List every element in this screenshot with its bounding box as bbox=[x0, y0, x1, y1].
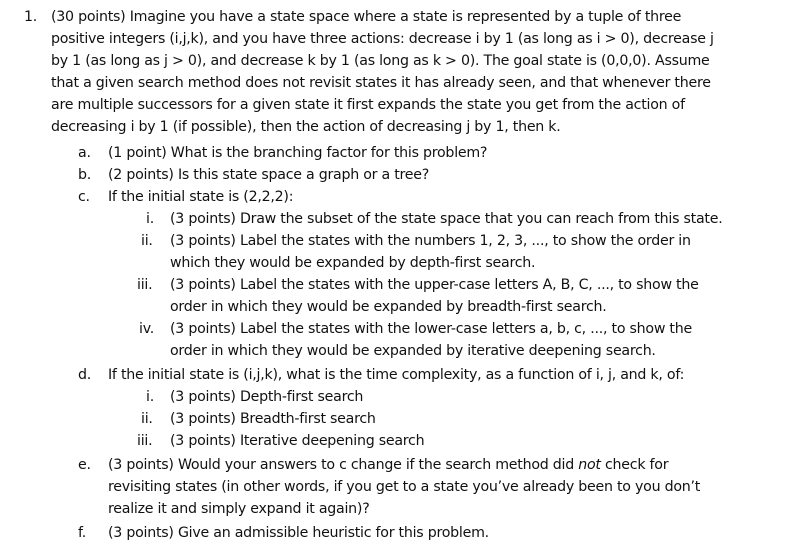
part-c-iii-label: iii. bbox=[137, 277, 153, 293]
part-a-label: a. bbox=[78, 145, 91, 161]
part-f-text: (3 points) Give an admissible heuristic for this problem. bbox=[108, 525, 489, 541]
part-d-ii-text: (3 points) Breadth-first search bbox=[170, 411, 376, 427]
question-text-line-1: (30 points) Imagine you have a state space where a state is represented by a tuple of three bbox=[51, 9, 682, 25]
part-d-i-label: i. bbox=[146, 389, 154, 405]
part-c-text: If the initial state is (2,2,2): bbox=[108, 189, 294, 205]
part-c-i-label: i. bbox=[146, 211, 154, 227]
question-text-line-3: by 1 (as long as j > 0), and decrease k by 1 (as long as k > 0). The goal state is (0,0,0). Assume bbox=[51, 53, 710, 69]
question-text-line-6: decreasing i by 1 (if possible), then the action of decreasing j by 1, then k. bbox=[51, 119, 561, 135]
part-c-iv-text-line-2: order in which they would be expanded by iterative deepening search. bbox=[170, 343, 656, 359]
part-c-label: c. bbox=[78, 189, 90, 205]
question-number: 1. bbox=[24, 9, 38, 25]
part-b-text: (2 points) Is this state space a graph or a tree? bbox=[108, 167, 430, 183]
question-text-line-5: are multiple successors for a given state it first expands the state you get from the action of bbox=[51, 97, 685, 113]
part-d-i-text: (3 points) Depth-first search bbox=[170, 389, 364, 405]
part-e-text-after: check for bbox=[600, 457, 669, 473]
part-c-iii-text-line-2: order in which they would be expanded by breadth-first search. bbox=[170, 299, 607, 315]
part-b-label: b. bbox=[78, 167, 92, 183]
part-c-ii-text-line-1: (3 points) Label the states with the numbers 1, 2, 3, ..., to show the order in bbox=[170, 233, 691, 249]
part-c-iv-label: iv. bbox=[139, 321, 154, 337]
part-e-text-line-3: realize it and simply expand it again)? bbox=[108, 501, 370, 517]
question-text-line-4: that a given search method does not revisit states it has already seen, and that whenever there bbox=[51, 75, 711, 91]
part-f-label: f. bbox=[78, 525, 86, 541]
part-d-ii-label: ii. bbox=[141, 411, 153, 427]
part-d-iii-label: iii. bbox=[137, 433, 153, 449]
part-e-label: e. bbox=[78, 457, 91, 473]
part-c-iii-text-line-1: (3 points) Label the states with the upper-case letters A, B, C, ..., to show the bbox=[170, 277, 699, 293]
question-text-line-2: positive integers (i,j,k), and you have three actions: decrease i by 1 (as long as i > 0), decrease j bbox=[51, 31, 714, 47]
part-e-text-line-2: revisiting states (in other words, if you get to a state you’ve already been to you don’t bbox=[108, 479, 701, 495]
part-c-ii-text-line-2: which they would be expanded by depth-first search. bbox=[170, 255, 536, 271]
part-e-emphasis: not bbox=[578, 457, 601, 473]
part-c-i-text: (3 points) Draw the subset of the state space that you can reach from this state. bbox=[170, 211, 723, 227]
part-a-text: (1 point) What is the branching factor for this problem? bbox=[108, 145, 488, 161]
part-d-iii-text: (3 points) Iterative deepening search bbox=[170, 433, 425, 449]
part-d-text: If the initial state is (i,j,k), what is the time complexity, as a function of i, j, and k, of: bbox=[108, 367, 685, 383]
part-d-label: d. bbox=[78, 367, 92, 383]
part-e-text-line-1 bbox=[108, 454, 668, 476]
part-e-text-before: (3 points) Would your answers to c change if the search method did bbox=[108, 457, 579, 473]
part-c-ii-label: ii. bbox=[141, 233, 153, 249]
part-c-iv-text-line-1: (3 points) Label the states with the lower-case letters a, b, c, ..., to show the bbox=[170, 321, 692, 337]
